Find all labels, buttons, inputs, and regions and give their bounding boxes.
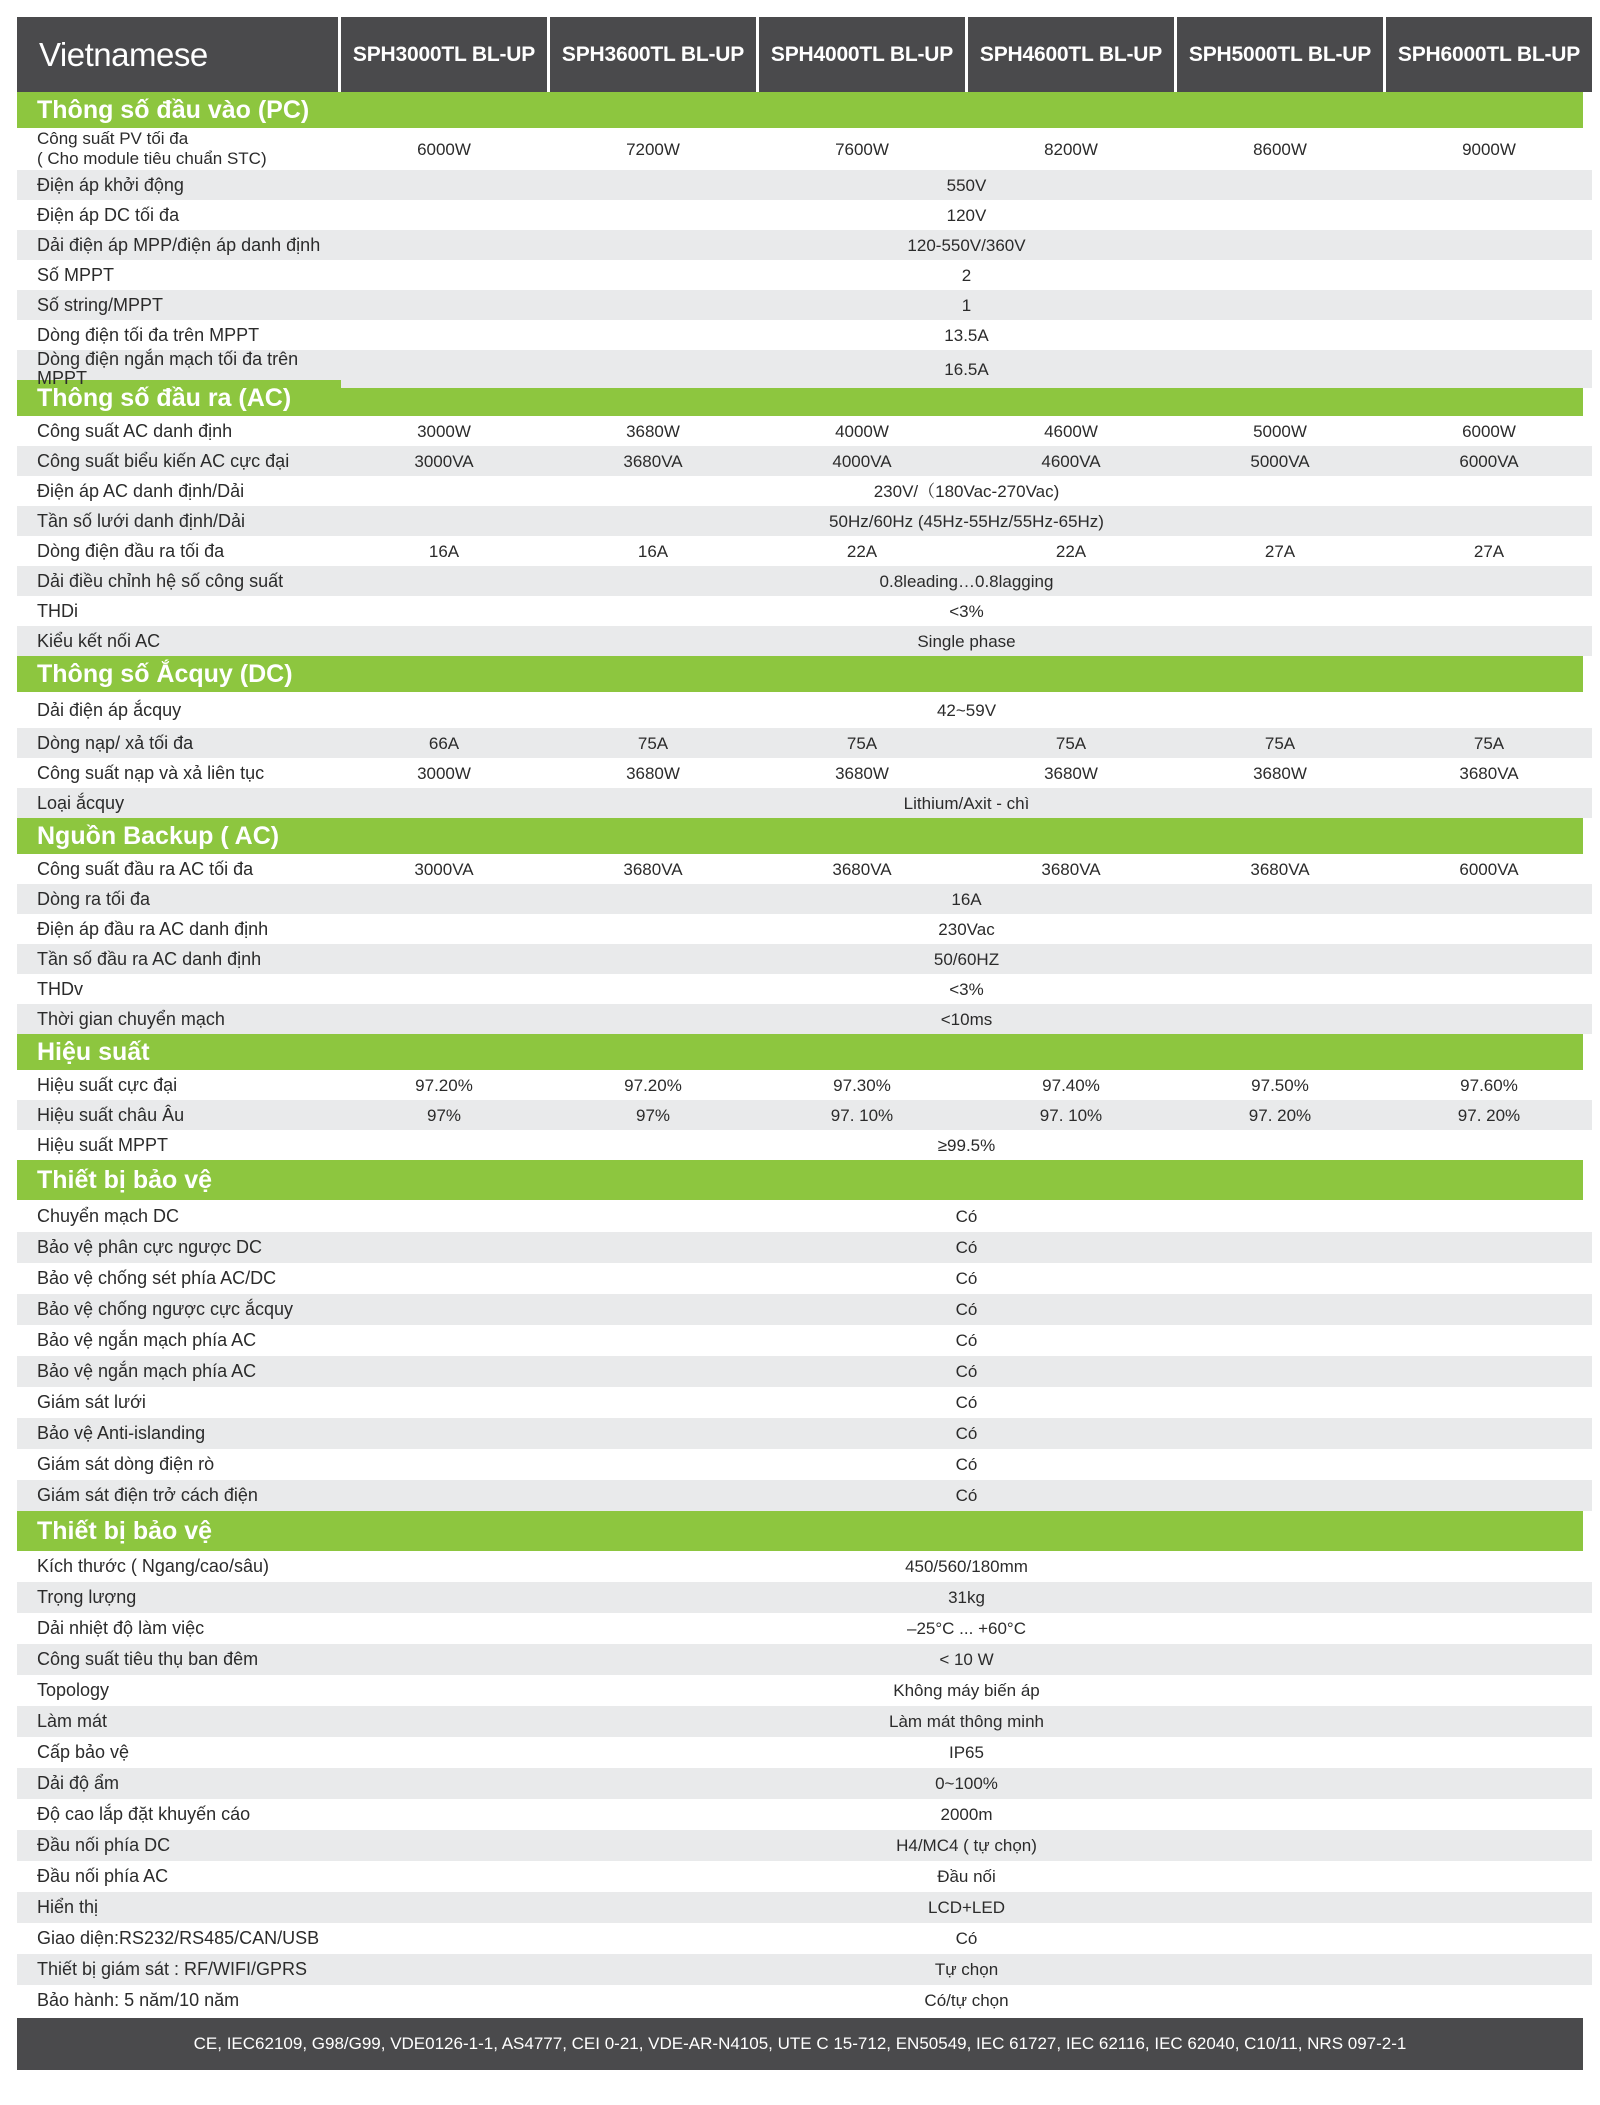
table-cell-merged: < 10 W: [341, 1644, 1592, 1675]
row-label: Dòng điện tối đa trên MPPT: [37, 324, 260, 345]
row-label: Tần số lưới danh định/Dải: [37, 510, 245, 531]
table-cell-merged: 1: [341, 290, 1592, 320]
table-row: [17, 566, 1583, 596]
table-cell: 97. 10%: [968, 1100, 1174, 1130]
table-cell: 97. 20%: [1177, 1100, 1383, 1130]
table-row: [17, 416, 1583, 446]
table-cell-merged: H4/MC4 ( tự chọn): [341, 1830, 1592, 1861]
table-cell-merged: IP65: [949, 1743, 984, 1762]
table-cell: 3680W: [835, 763, 889, 783]
table-cell: 4600W: [1044, 421, 1098, 441]
row-label: Dải điện áp ắcquy: [37, 699, 182, 720]
table-cell: 97.50%: [1251, 1075, 1309, 1095]
table-header: [17, 17, 1583, 92]
table-row: [17, 1325, 1583, 1356]
table-cell-merged: 230V/（180Vac-270Vac): [873, 481, 1060, 501]
spec-sheet: [17, 17, 1583, 2070]
table-cell: 3680VA: [623, 859, 683, 879]
row-label: Thiết bị giám sát : RF/WIFI/GPRS: [37, 1959, 308, 1979]
table-row: [17, 1263, 1583, 1294]
table-cell: 22A: [846, 541, 878, 561]
certifications-footer: CE, IEC62109, G98/G99, VDE0126-1-1, AS4777, CEI 0-21, VDE-AR-N4105, UTE C 15-712, EN50549, IEC 61727, IEC 62116, IEC 62040, C10/11, NRS 097-2-1: [17, 2018, 1583, 2070]
row-label: Hiệu suất MPPT: [37, 1134, 169, 1155]
table-cell-merged: Không máy biến áp: [893, 1681, 1040, 1700]
table-cell-merged: 230Vac: [938, 919, 995, 939]
table-cell-merged: 0.8leading…0.8lagging: [341, 566, 1592, 596]
row-label: Kiểu kết nối AC: [37, 630, 161, 651]
table-cell: 97. 20%: [1386, 1100, 1592, 1130]
table-cell: 4000VA: [759, 446, 965, 476]
table-cell: 97%: [550, 1100, 756, 1130]
table-cell: 16A: [428, 541, 460, 561]
row-label: Thời gian chuyển mạch: [37, 1008, 225, 1029]
table-cell: 8600W: [1253, 139, 1307, 159]
table-cell-merged: Có: [341, 1294, 1592, 1325]
table-cell: 3000W: [417, 421, 471, 441]
model-header: SPH4600TL BL-UP: [968, 17, 1174, 92]
row-label: Chuyển mạch DC: [37, 1205, 180, 1226]
model-header: SPH5000TL BL-UP: [1177, 17, 1383, 92]
table-cell-merged: <10ms: [341, 1004, 1592, 1034]
row-label: Cấp bảo vệ: [37, 1742, 130, 1762]
table-row: [17, 1954, 1583, 1985]
table-cell: 75A: [759, 728, 965, 758]
table-row: [17, 1830, 1583, 1861]
row-label: Số MPPT: [37, 264, 115, 285]
spec-table-body: [17, 92, 1583, 2016]
table-row: [17, 506, 1583, 536]
table-row: [17, 290, 1583, 320]
row-label: Kích thước ( Ngang/cao/sâu): [37, 1556, 269, 1576]
table-cell: 3680W: [1044, 763, 1098, 783]
table-cell-merged: 16A: [341, 884, 1592, 914]
table-cell-merged: –25°C ... +60°C: [907, 1619, 1026, 1638]
table-cell-merged: Có: [955, 1929, 978, 1948]
table-cell-merged: Có: [341, 1356, 1592, 1387]
row-label: Dải nhiệt độ làm việc: [37, 1618, 205, 1638]
row-label: Đầu nối phía DC: [37, 1835, 171, 1855]
table-row: [17, 260, 1583, 290]
row-label: Công suất AC danh định: [37, 420, 233, 441]
row-label: THDi: [37, 600, 78, 621]
table-row: [17, 1232, 1583, 1263]
table-cell-merged: Có: [955, 1331, 978, 1350]
table-cell-merged: 0~100%: [341, 1768, 1592, 1799]
table-cell: 66A: [341, 728, 547, 758]
row-label: [17, 128, 338, 170]
row-label: Đầu nối phía AC: [37, 1866, 169, 1886]
table-cell: 3000VA: [414, 859, 474, 879]
table-cell-merged: Tự chọn: [341, 1954, 1592, 1985]
row-label: Tần số đầu ra AC danh định: [37, 948, 262, 969]
table-row: [17, 626, 1583, 656]
table-row: [17, 200, 1583, 230]
table-cell: 97.20%: [415, 1075, 473, 1095]
table-cell-merged: Single phase: [341, 626, 1592, 656]
row-label: Dòng điện ngắn mạch tối đa trên MPPT: [37, 349, 299, 388]
table-row: [17, 1356, 1583, 1387]
row-label: Trọng lượng: [37, 1587, 137, 1607]
model-header: SPH3600TL BL-UP: [550, 17, 756, 92]
table-row: [17, 446, 1583, 476]
table-cell: 3680VA: [1459, 763, 1519, 783]
row-label: Bảo vệ ngắn mạch phía AC: [37, 1361, 257, 1381]
table-cell: 75A: [968, 728, 1174, 758]
section-title: Thông số đầu vào (PC): [17, 92, 1583, 128]
table-cell-merged: Lithium/Axit - chì: [341, 788, 1592, 818]
table-cell-merged: Có/tự chọn: [924, 1991, 1009, 2010]
table-row: [17, 349, 1583, 388]
table-cell: 16A: [637, 541, 669, 561]
table-row: [17, 1449, 1583, 1480]
section-title: Thiết bị bảo vệ: [17, 1511, 1583, 1551]
table-cell-merged: 50Hz/60Hz (45Hz-55Hz/55Hz-65Hz): [341, 506, 1592, 536]
section-title: Thông số Ắcquy (DC): [17, 656, 1583, 692]
section-title: Hiệu suất: [17, 1034, 1583, 1070]
table-cell: 3680W: [1253, 763, 1307, 783]
section-title: Nguồn Backup ( AC): [17, 818, 1583, 854]
table-cell: 27A: [1473, 541, 1505, 561]
table-cell-merged: 450/560/180mm: [905, 1557, 1028, 1576]
table-row: [17, 1892, 1583, 1923]
table-cell-merged: 50/60HZ: [341, 944, 1592, 974]
table-row: [17, 758, 1583, 788]
table-cell: 3680W: [626, 763, 680, 783]
table-cell: 4600VA: [968, 446, 1174, 476]
table-row: [17, 536, 1583, 566]
row-label: Dòng nạp/ xả tối đa: [37, 732, 194, 753]
table-cell: 3000W: [417, 763, 471, 783]
row-label: Dải điều chỉnh hệ số công suất: [37, 570, 284, 591]
table-row: [17, 914, 1583, 944]
table-cell-merged: Làm mát thông minh: [341, 1706, 1592, 1737]
table-cell: 97%: [341, 1100, 547, 1130]
row-label: Bảo hành: 5 năm/10 năm: [37, 1990, 240, 2010]
table-row: [17, 944, 1583, 974]
row-label: Giám sát điện trở cách điện: [37, 1485, 258, 1505]
table-cell: 27A: [1264, 541, 1296, 561]
row-label: Loại ắcquy: [37, 792, 125, 813]
language-label: Vietnamese: [17, 17, 338, 92]
row-label: Bảo vệ ngắn mạch phía AC: [37, 1330, 257, 1350]
table-row: [17, 596, 1583, 626]
table-cell-merged: Có: [955, 1393, 978, 1412]
table-row: [17, 1551, 1583, 1582]
table-cell-merged: Có: [955, 1455, 978, 1474]
table-cell-merged: 42~59V: [936, 700, 997, 720]
row-label: Hiển thị: [37, 1897, 99, 1917]
table-cell: 22A: [1055, 541, 1087, 561]
table-cell-merged: 31kg: [341, 1582, 1592, 1613]
table-row: [17, 1480, 1583, 1511]
table-cell-merged: 2: [961, 265, 972, 285]
row-label: Bảo vệ chống sét phía AC/DC: [37, 1268, 277, 1288]
table-cell-merged: Có: [341, 1480, 1592, 1511]
table-cell-merged: LCD+LED: [341, 1892, 1592, 1923]
table-cell-merged: 2000m: [940, 1805, 993, 1824]
row-label: Bảo vệ chống ngược cực ắcquy: [37, 1299, 294, 1319]
row-label-note: ( Cho module tiêu chuẩn STC): [37, 149, 267, 168]
table-cell: 3680W: [626, 421, 680, 441]
row-label: Topology: [37, 1680, 110, 1700]
table-cell: 7600W: [835, 139, 889, 159]
table-row: [17, 1644, 1583, 1675]
row-label: Dải độ ẩm: [37, 1773, 120, 1793]
model-header: SPH4000TL BL-UP: [759, 17, 965, 92]
table-row: [17, 1070, 1583, 1100]
table-row: [17, 1418, 1583, 1449]
table-row: [17, 728, 1583, 758]
row-label: Bảo vệ Anti-islanding: [37, 1423, 206, 1443]
row-label: Giao diện:RS232/RS485/CAN/USB: [37, 1928, 320, 1948]
table-row: [17, 1582, 1583, 1613]
table-row: [17, 1923, 1583, 1954]
row-label: Số string/MPPT: [37, 294, 164, 315]
table-cell: 5000W: [1253, 421, 1307, 441]
table-row: [17, 1100, 1583, 1130]
table-cell-merged: Đầu nối: [937, 1867, 996, 1886]
table-row: [17, 854, 1583, 884]
table-cell: 97.30%: [833, 1075, 891, 1095]
row-label: Điện áp DC tối đa: [37, 204, 180, 225]
table-cell: 4000W: [835, 421, 889, 441]
row-label: Giám sát lưới: [37, 1392, 146, 1412]
table-row: [17, 1675, 1583, 1706]
row-label: Bảo vệ phân cực ngược DC: [37, 1237, 263, 1257]
row-label: Hiệu suất châu Âu: [37, 1104, 185, 1125]
table-cell: 75A: [1386, 728, 1592, 758]
table-cell-merged: 550V: [341, 170, 1592, 200]
table-row: [17, 692, 1583, 728]
table-cell-merged: Có: [341, 1232, 1592, 1263]
table-row: [17, 974, 1583, 1004]
table-row: [17, 476, 1583, 506]
table-cell: 3680VA: [832, 859, 892, 879]
row-label: Dòng ra tối đa: [37, 888, 151, 909]
table-row: [17, 170, 1583, 200]
row-label: Hiệu suất cực đại: [37, 1074, 178, 1095]
table-cell-merged: <3%: [949, 601, 984, 621]
row-label: Công suất nạp và xả liên tục: [37, 762, 265, 783]
row-label: Công suất tiêu thụ ban đêm: [37, 1649, 259, 1669]
table-row: [17, 128, 1583, 170]
table-cell: 7200W: [626, 139, 680, 159]
table-row: [17, 1985, 1583, 2016]
table-cell: 6000VA: [1386, 446, 1592, 476]
row-label: Điện áp AC danh định/Dải: [37, 480, 245, 501]
table-cell-merged: Có: [341, 1418, 1592, 1449]
table-cell-merged: <3%: [949, 979, 984, 999]
row-label: Giám sát dòng điện rò: [37, 1454, 215, 1474]
table-row: [17, 1200, 1583, 1232]
row-label: Điện áp khởi động: [37, 174, 184, 195]
table-cell: 3000VA: [341, 446, 547, 476]
table-row: [17, 1004, 1583, 1034]
row-label: Dòng điện đầu ra tối đa: [37, 540, 225, 561]
table-cell-merged: 120V: [946, 205, 987, 225]
table-cell: 97. 10%: [759, 1100, 965, 1130]
table-row: [17, 1799, 1583, 1830]
table-cell-merged: 16.5A: [341, 350, 1592, 388]
table-cell: 75A: [1177, 728, 1383, 758]
table-cell: 75A: [550, 728, 756, 758]
table-cell-merged: 120-550V/360V: [341, 230, 1592, 260]
row-label: THDv: [37, 978, 83, 999]
table-row: [17, 1130, 1583, 1160]
table-cell-merged: ≥99.5%: [937, 1135, 996, 1155]
table-row: [17, 1706, 1583, 1737]
table-cell: 8200W: [1044, 139, 1098, 159]
table-cell: 3680VA: [1250, 859, 1310, 879]
model-header: SPH3000TL BL-UP: [341, 17, 547, 92]
row-label-line: Công suất PV tối đa: [37, 129, 189, 148]
table-cell: 5000VA: [1177, 446, 1383, 476]
table-cell: 6000W: [1462, 421, 1516, 441]
table-cell-merged: 13.5A: [944, 325, 989, 345]
row-label: Công suất đầu ra AC tối đa: [37, 858, 254, 879]
row-label: Độ cao lắp đặt khuyến cáo: [37, 1804, 251, 1824]
table-row: [17, 884, 1583, 914]
table-cell: 6000W: [417, 139, 471, 159]
table-cell: 6000VA: [1459, 859, 1519, 879]
table-cell: 97.20%: [624, 1075, 682, 1095]
row-label: Công suất biểu kiến AC cực đại: [37, 450, 290, 471]
row-label: Dải điện áp MPP/điện áp danh định: [37, 234, 321, 255]
table-cell: 97.60%: [1460, 1075, 1518, 1095]
table-row: [17, 1768, 1583, 1799]
table-cell: 3680VA: [550, 446, 756, 476]
row-label: Làm mát: [37, 1711, 108, 1731]
table-row: [17, 788, 1583, 818]
table-row: [17, 320, 1583, 350]
table-row: [17, 1613, 1583, 1644]
table-cell-merged: Có: [955, 1206, 978, 1226]
row-label: Điện áp đầu ra AC danh định: [37, 918, 269, 939]
table-cell: 3680VA: [1041, 859, 1101, 879]
table-row: [17, 1861, 1583, 1892]
table-cell: 97.40%: [1042, 1075, 1100, 1095]
table-cell-merged: Có: [955, 1269, 978, 1288]
table-cell: 9000W: [1462, 139, 1516, 159]
table-row: [17, 1387, 1583, 1418]
table-row: [17, 1294, 1583, 1325]
section-title: Thông số đầu ra (AC): [17, 380, 1583, 416]
table-row: [17, 1737, 1583, 1768]
table-row: [17, 230, 1583, 260]
model-header: SPH6000TL BL-UP: [1386, 17, 1592, 92]
section-title: Thiết bị bảo vệ: [17, 1160, 1583, 1200]
